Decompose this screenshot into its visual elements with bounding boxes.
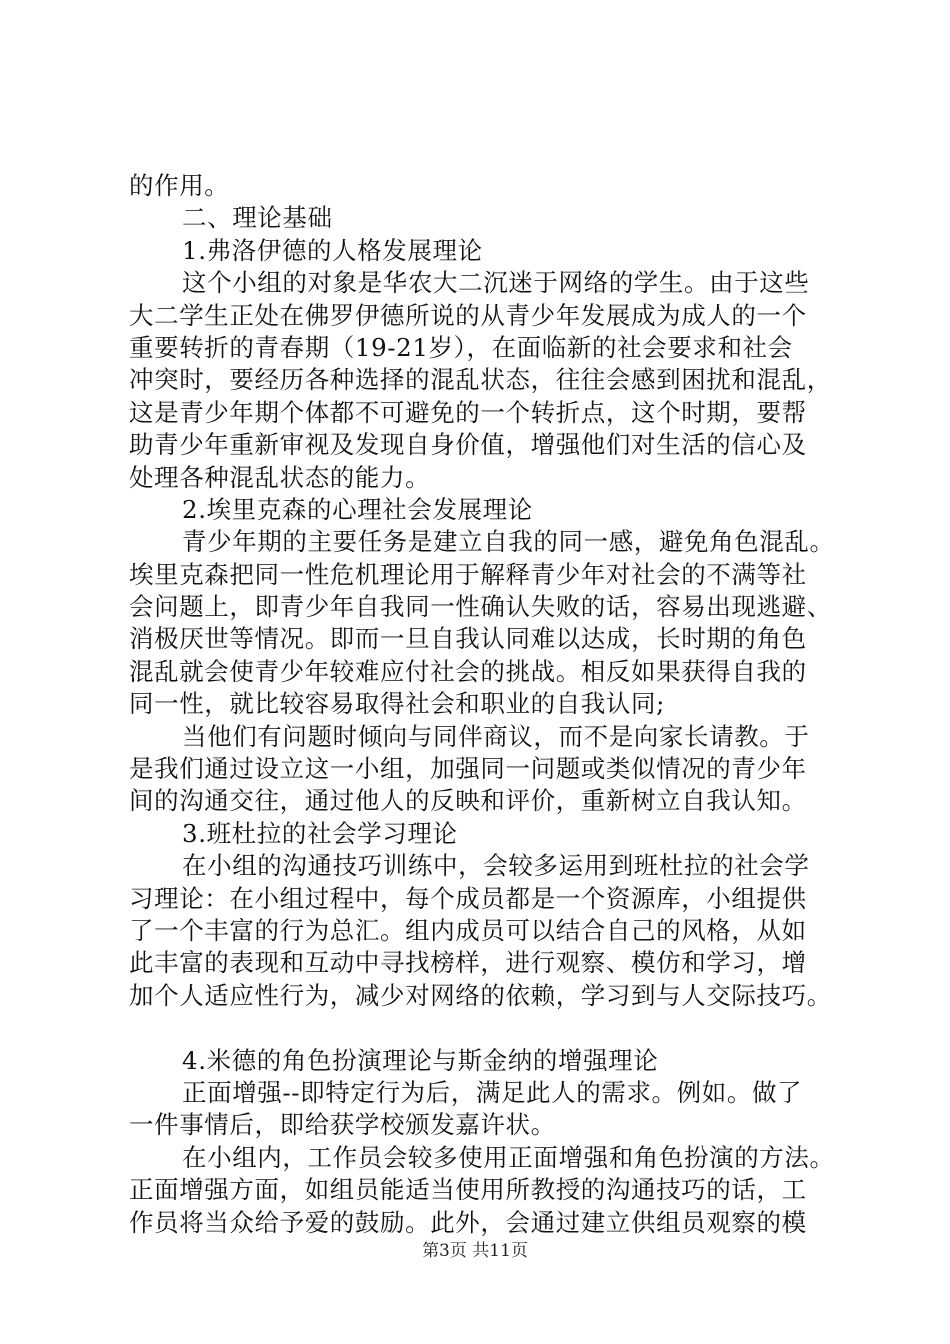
text-line: 这是青少年期个体都不可避免的一个转折点，这个时期，要帮 [129,397,807,427]
text-line: 冲突时，要经历各种选择的混乱状态，往往会感到困扰和混乱， [129,365,832,395]
text-line: 间的沟通交往，通过他人的反映和评价，重新树立自我认知。 [129,786,807,816]
page-number-footer: 第3页 共11页 [422,1241,528,1261]
text-line: 2.埃里克森的心理社会发展理论 [182,494,533,524]
text-line: 正面增强--即特定行为后，满足此人的需求。例如。做了 [182,1077,803,1107]
text-line: 的作用。 [129,171,230,200]
text-line: 习理论：在小组过程中，每个成员都是一个资源库，小组提供 [129,883,807,913]
text-line: 助青少年重新审视及发现自身价值，增强他们对生活的信心及 [129,430,807,460]
text-line: 处理各种混乱状态的能力。 [129,462,431,492]
text-line: 青少年期的主要任务是建立自我的同一感，避免角色混乱。 [182,527,835,557]
text-line: 正面增强方面，如组员能适当使用所教授的沟通技巧的话，工 [129,1175,807,1205]
text-line: 作员将当众给予爱的鼓励。此外，会通过建立供组员观察的模 [129,1207,807,1237]
text-line: 埃里克森把同一性危机理论用于解释青少年对社会的不满等社 [129,559,807,589]
text-line: 加个人适应性行为，减少对网络的依赖，学习到与人交际技巧。 [129,980,832,1010]
text-line: 这个小组的对象是华农大二沉迷于网络的学生。由于这些 [182,268,810,298]
text-line: 大二学生正处在佛罗伊德所说的从青少年发展成为成人的一个 [129,300,807,330]
document-body [129,170,835,1239]
blank-line [129,1012,829,1044]
text-line: 在小组内，工作员会较多使用正面增强和角色扮演的方法。 [182,1142,835,1172]
text-line: 在小组的沟通技巧训练中，会较多运用到班杜拉的社会学 [182,851,810,881]
text-line: 消极厌世等情况。即而一旦自我认同难以达成，长时期的角色 [129,624,807,654]
text-line: 是我们通过设立这一小组，加强同一问题或类似情况的青少年 [129,754,807,784]
text-line: 当他们有问题时倾向与同伴商议，而不是向家长请教。于 [182,721,810,751]
text-line: 4.米德的角色扮演理论与斯金纳的增强理论 [182,1045,659,1075]
text-line: 会问题上，即青少年自我同一性确认失败的话，容易出现逃避、 [129,592,832,622]
text-line: 了一个丰富的行为总汇。组内成员可以结合自己的风格，从如 [129,915,807,945]
text-line: 1.弗洛伊德的人格发展理论 [182,235,483,265]
text-line: 混乱就会使青少年较难应付社会的挑战。相反如果获得自我的 [129,656,807,686]
text-line: 同一性，就比较容易取得社会和职业的自我认同; [129,689,665,719]
text-line: 二、理论基础 [182,203,333,233]
text-line: 一件事情后，即给获学校颁发嘉许状。 [129,1110,556,1140]
text-line: 此丰富的表现和互动中寻找榜样，进行观察、模仿和学习，增 [129,948,807,978]
text-line: 重要转折的青春期（19-21岁），在面临新的社会要求和社会 [129,332,793,362]
text-line: 3.班杜拉的社会学习理论 [182,818,458,848]
